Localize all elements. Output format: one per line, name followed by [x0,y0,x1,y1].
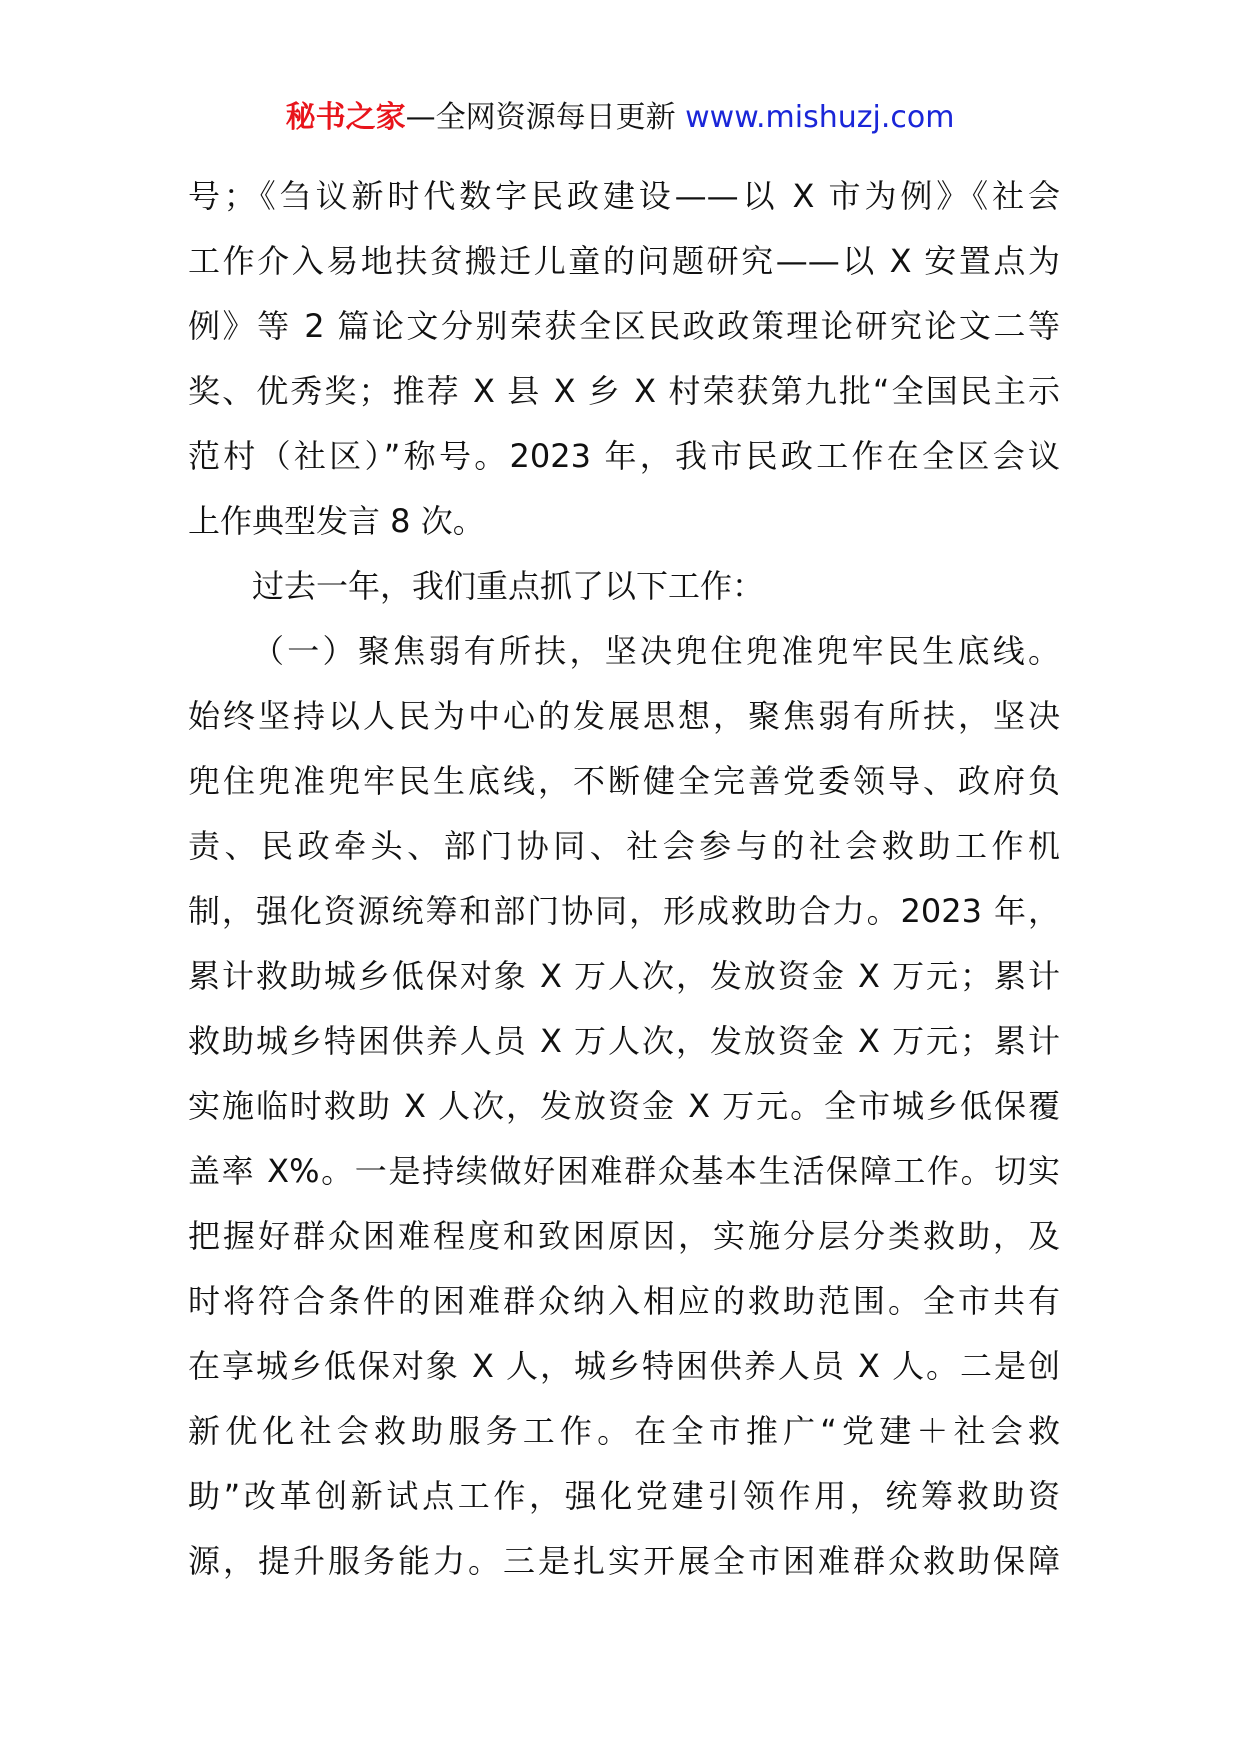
text-line: 累计救助城乡低保对象 X 万人次，发放资金 X 万元；累计 [188,957,1060,995]
text-line: 例》等 2 篇论文分别荣获全区民政政策理论研究论文二等 [188,307,1060,345]
text-line: 始终坚持以人民为中心的发展思想，聚焦弱有所扶，坚决 [188,697,1060,735]
section-heading-line: （一）聚焦弱有所扶，坚决兜住兜准兜牢民生底线。 [252,632,1060,670]
text-line: 新优化社会救助服务工作。在全市推广“党建＋社会救 [188,1412,1060,1450]
text-line: 时将符合条件的困难群众纳入相应的救助范围。全市共有 [188,1282,1060,1320]
text-line: 奖、优秀奖；推荐 X 县 X 乡 X 村荣获第九批“全国民主示 [188,372,1060,410]
site-brand: 秘书之家 [285,100,406,135]
paragraph-end-line: 上作典型发言 8 次。 [188,502,485,540]
document-body [188,164,1060,1594]
paragraph-line: 过去一年，我们重点抓了以下工作： [252,567,765,605]
text-line: 兜住兜准兜牢民生底线，不断健全完善党委领导、政府负 [188,762,1060,800]
text-line: 在享城乡低保对象 X 人，城乡特困供养人员 X 人。二是创 [188,1347,1060,1385]
text-line: 把握好群众困难程度和致困原因，实施分层分类救助，及 [188,1217,1060,1255]
text-line: 源，提升服务能力。三是扎实开展全市困难群众救助保障 [188,1542,1060,1580]
site-tagline: —全网资源每日更新 [405,100,686,135]
text-line: 工作介入易地扶贫搬迁儿童的问题研究——以 X 安置点为 [188,242,1060,280]
text-line: 责、民政牵头、部门协同、社会参与的社会救助工作机 [188,827,1060,865]
text-line: 盖率 X%。一是持续做好困难群众基本生活保障工作。切实 [188,1152,1060,1190]
text-line: 范村（社区）”称号。2023 年，我市民政工作在全区会议 [188,437,1060,475]
site-url-link[interactable]: www.mishuzj.com [685,100,955,135]
text-line: 救助城乡特困供养人员 X 万人次，发放资金 X 万元；累计 [188,1022,1060,1060]
text-line: 实施临时救助 X 人次，发放资金 X 万元。全市城乡低保覆 [188,1087,1060,1125]
text-line: 号；《刍议新时代数字民政建设——以 X 市为例》《社会 [188,177,1060,215]
site-header [0,98,1240,138]
text-line: 助”改革创新试点工作，强化党建引领作用，统筹救助资 [188,1477,1060,1515]
text-line: 制，强化资源统筹和部门协同，形成救助合力。2023 年， [188,892,1060,930]
